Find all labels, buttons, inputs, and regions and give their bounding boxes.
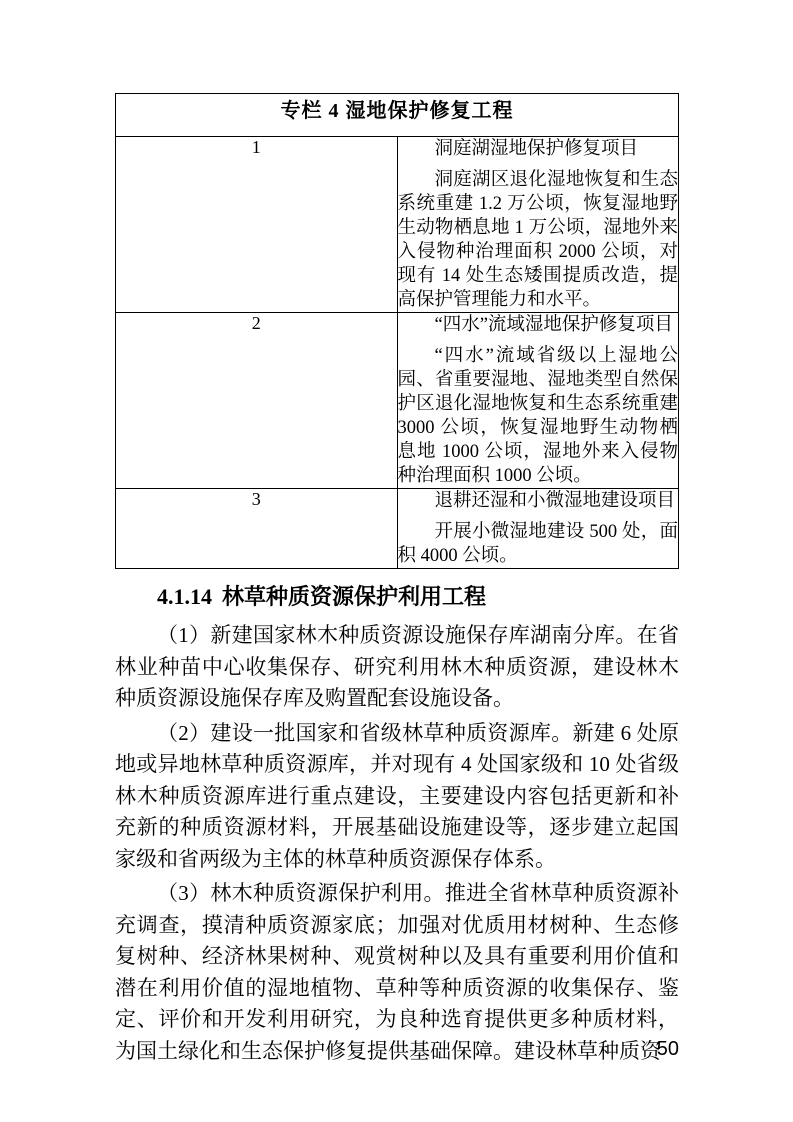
table-row [116, 489, 679, 569]
body-paragraph-2: （2）建设一批国家和省级林草种质资源库。新建 6 处原地或异地林草种质资源库，并对现有 4 处国家级和 10 处省级林木种质资源库进行重点建设，主要建设内容包括更新和补充新的种质资源材料，开展基础设施建设等，逐步建立起国家级和省两级为主体的林草种质资源保存体系。 [115, 720, 679, 871]
project-title: 退耕还湿和小微湿地建设项目 [434, 491, 676, 511]
box-table-title: 专栏 4 湿地保护修复工程 [116, 94, 679, 137]
section-heading-title: 林草种质资源保护利用工程 [222, 584, 487, 609]
project-title: 洞庭湖湿地保护修复项目 [434, 139, 639, 159]
project-description: “四水”流域省级以上湿地公园、省重要湿地、湿地类型自然保护区退化湿地恢复和生态系统重建 3000 公顷，恢复湿地野生动物栖息地 1000 公顷，湿地外来入侵物种治理面积 1000 公顷。 [397, 346, 678, 486]
table-row [116, 137, 679, 313]
page-content [115, 93, 679, 1070]
body-paragraph-3: （3）林木种质资源保护利用。推进全省林草种质资源补充调查，摸清种质资源家底；加强对优质用材树种、生态修复树种、经济林果树种、观赏树种以及具有重要利用价值和潜在利用价值的湿地植物、草种等种质资源的收集保存、鉴定、评价和开发利用研究，为良种选育提供更多种质材料，为国土绿化和生态保护修复提供基础保障。建设林草种质资 [115, 881, 679, 1063]
page-number: 50 [656, 1038, 679, 1060]
project-cell [397, 137, 679, 313]
project-cell [397, 313, 679, 489]
project-box-table [115, 93, 679, 569]
project-description: 洞庭湖区退化湿地恢复和生态系统重建 1.2 万公顷，恢复湿地野生动物栖息地 1 万公顷，湿地外来入侵物种治理面积 2000 公顷，对现有 14 处生态矮围提质改造，提高保护管理能力和水平。 [397, 170, 678, 310]
project-cell [397, 489, 679, 569]
project-title: “四水”流域湿地保护修复项目 [434, 315, 673, 335]
row-number: 1 [116, 137, 398, 313]
body-paragraph-1: （1）新建国家林木种质资源设施保存库湖南分库。在省林业种苗中心收集保存、研究利用林木种质资源，建设林木种质资源设施保存库及购置配套设施设备。 [115, 623, 679, 710]
section-heading-number: 4.1.14 [157, 584, 212, 609]
section-heading [115, 582, 679, 612]
row-number: 2 [116, 313, 398, 489]
row-number: 3 [116, 489, 398, 569]
project-description: 开展小微湿地建设 500 处，面积 4000 公顷。 [397, 522, 678, 566]
table-row [116, 313, 679, 489]
box-table-header-row [116, 94, 679, 137]
